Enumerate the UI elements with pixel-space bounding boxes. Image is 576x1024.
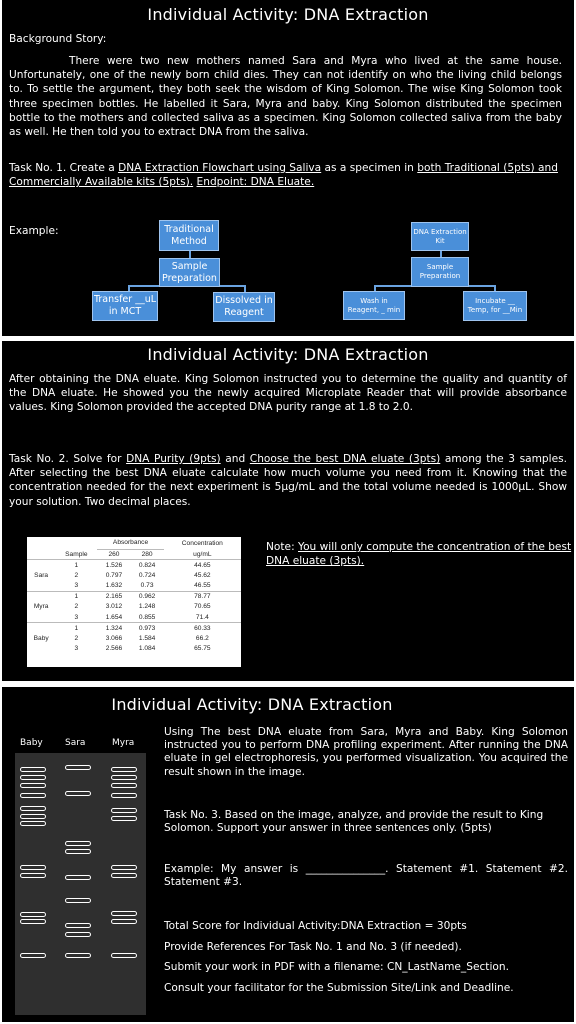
references-line: Provide References For Task No. 1 and No. 3 (if needed). (164, 940, 462, 953)
flow-node-transfer: Transfer __uL in MCT (92, 291, 158, 321)
table-row: Myra 2 3.012 1.248 70.65 (33, 603, 211, 611)
instructions-paragraph: After obtaining the DNA eluate. King Solomon instructed you to determine the quality and quantity of the DNA eluate. He showed you the newly acquired Microplate Reader that will provide absorbance values. King Solomon provided the accepted DNA purity range at 1.8 to 2.0. (9, 373, 567, 414)
table-row: 1 1.526 0.824 44.65 (74, 561, 211, 569)
header-concentration: Concentration (181, 539, 223, 547)
gel-band (20, 912, 46, 917)
header-260: 260 (97, 549, 130, 560)
gel-band (65, 932, 91, 937)
gel-band (20, 865, 46, 870)
gel-band (20, 821, 46, 826)
note-underlined: You will only compute the concentration of the best DNA eluate (3pts). (266, 541, 572, 568)
panel-title: Individual Activity: DNA Extraction (147, 345, 429, 364)
lane-label-sara: Sara (65, 738, 86, 748)
flow-node-wash: Wash in Reagent, _ min (343, 291, 405, 320)
task-1-mid: as a specimen in (321, 162, 418, 174)
gel-band (20, 919, 46, 924)
table-row: 1 2.165 0.962 78.77 (74, 593, 211, 600)
task-1-endpoint: Endpoint: DNA Eluate. (196, 176, 315, 189)
gel-band (111, 911, 137, 916)
gel-band (20, 873, 46, 878)
absorbance-table (27, 537, 241, 667)
gel-band (20, 953, 46, 958)
flow-node-kit-sample-preparation: Sample Preparation (411, 257, 469, 287)
gel-band (111, 775, 137, 780)
gel-band (111, 873, 137, 878)
panel-title: Individual Activity: DNA Extraction (111, 695, 393, 714)
table-row: 3 2.566 1.084 65.75 (74, 645, 211, 653)
gel-band (20, 806, 46, 811)
gel-band (65, 953, 91, 958)
gel-band (20, 767, 46, 772)
task-2-prefix: Task No. 2. Solve for (9, 453, 127, 465)
background-heading: Background Story: (9, 33, 107, 45)
flow-node-sample-preparation: Sample Preparation (159, 258, 220, 287)
gel-band (111, 767, 137, 772)
panel-flowchart-task (2, 0, 574, 336)
gel-band (20, 814, 46, 819)
header-280: 280 (131, 549, 164, 560)
gel-band (65, 841, 91, 846)
gel-band (111, 919, 137, 924)
note-text (266, 540, 573, 568)
task-2-best-eluate: Choose the best DNA eluate (3pts) (249, 453, 441, 465)
task-2-rest: among the 3 samples. After selecting the best DNA eluate calculate how much volume you need from it. Knowing that the concentration needed for the next experiment is 5µg/mL and the total volume needed is 1000µL. Show your solution. Two decimal places. (9, 453, 567, 508)
example-answer: Example: My answer is _______________. Statement #1. Statement #2. Statement #3. (164, 863, 568, 889)
gel-band (65, 898, 91, 903)
gel-band (65, 765, 91, 770)
table-row: Baby 2 3.066 1.584 66.2 (33, 634, 209, 642)
task-2-purity: DNA Purity (9pts) (126, 453, 221, 465)
task-1-prefix: Task No. 1. Create a (9, 162, 119, 174)
gel-instructions: Using The best DNA eluate from Sara, Myra and Baby. King Solomon instructed you to perform DNA profiling experiment. After running the DNA eluate in gel electrophoresis, you performed visualization. You acquired the result shown in the image. (164, 726, 568, 778)
gel-electrophoresis-image (15, 753, 146, 1015)
gel-band (20, 775, 46, 780)
table-row: Sara 2 0.797 0.724 45.62 (34, 571, 211, 579)
gel-band (20, 783, 46, 788)
flow-node-dissolved: Dissolved in Reagent (213, 292, 275, 322)
background-story: There were two new mothers named Sara and Myra who lived at the same house. Unfortunately, one of the newly born child dies. They can not identify on who the living child belongs to. To settle the argument, they both seek the wisdom of King Solomon. The wise King Solomon took three specimen bottles. He labelled it Sara, Myra and baby. King Solomon distributed the specimen bottle to the mothers and collected saliva as a specimen. King Solomon collected saliva from the baby as well. He then told you to extract DNA from the saliva. (9, 55, 562, 139)
task-3-text: Task No. 3. Based on the image, analyze, and provide the result to King Solomon. Support your answer in three sentences only. (5pts) (164, 809, 544, 835)
gel-band (111, 816, 137, 821)
task-1-text (9, 161, 562, 189)
gel-band (111, 865, 137, 870)
facilitator-line: Consult your facilitator for the Submission Site/Link and Deadline. (164, 981, 514, 994)
gel-band (65, 849, 91, 854)
task-2-mid: and (220, 453, 250, 465)
example-label: Example: (9, 225, 59, 237)
lane-label-myra: Myra (112, 738, 135, 748)
filename-line: Submit your work in PDF with a filename: CN_LastName_Section. (164, 961, 509, 973)
submission-info (164, 916, 568, 998)
gel-band (65, 875, 91, 880)
header-unit: ug/mL (164, 549, 241, 560)
note-prefix: Note: (266, 541, 299, 553)
gel-band (111, 808, 137, 813)
header-absorbance: Absorbance (97, 537, 163, 549)
panel-title: Individual Activity: DNA Extraction (147, 5, 429, 24)
gel-band (20, 793, 46, 798)
gel-band (65, 791, 91, 796)
flow-node-traditional-method: Traditional Method (159, 220, 219, 251)
panel-purity-task (2, 341, 574, 681)
gel-band (111, 953, 137, 958)
flow-node-incubate: Incubate __ Temp, for __Min (463, 291, 527, 321)
task-1-flowchart: DNA Extraction Flowchart using Saliva (118, 162, 322, 174)
header-sample: Sample (55, 549, 97, 560)
table-row: 3 1.632 0.73 46.55 (27, 581, 241, 592)
task-1-kits: both Traditional (5pts) and Commercially Available kits (5pts). (9, 162, 558, 189)
flow-node-dna-extraction-kit: DNA Extraction Kit (411, 222, 469, 251)
panel-gel-task (2, 687, 574, 1022)
table-row: 3 1.654 0.855 71.4 (27, 612, 241, 623)
total-score-line: Total Score for Individual Activity:DNA Extraction = 30pts (164, 920, 467, 932)
gel-band (111, 783, 137, 788)
task-2-text (9, 452, 567, 509)
table-row: 1 1.324 0.973 60.33 (74, 624, 211, 632)
lane-label-baby: Baby (20, 738, 43, 748)
gel-band (111, 793, 137, 798)
gel-band (65, 923, 91, 928)
